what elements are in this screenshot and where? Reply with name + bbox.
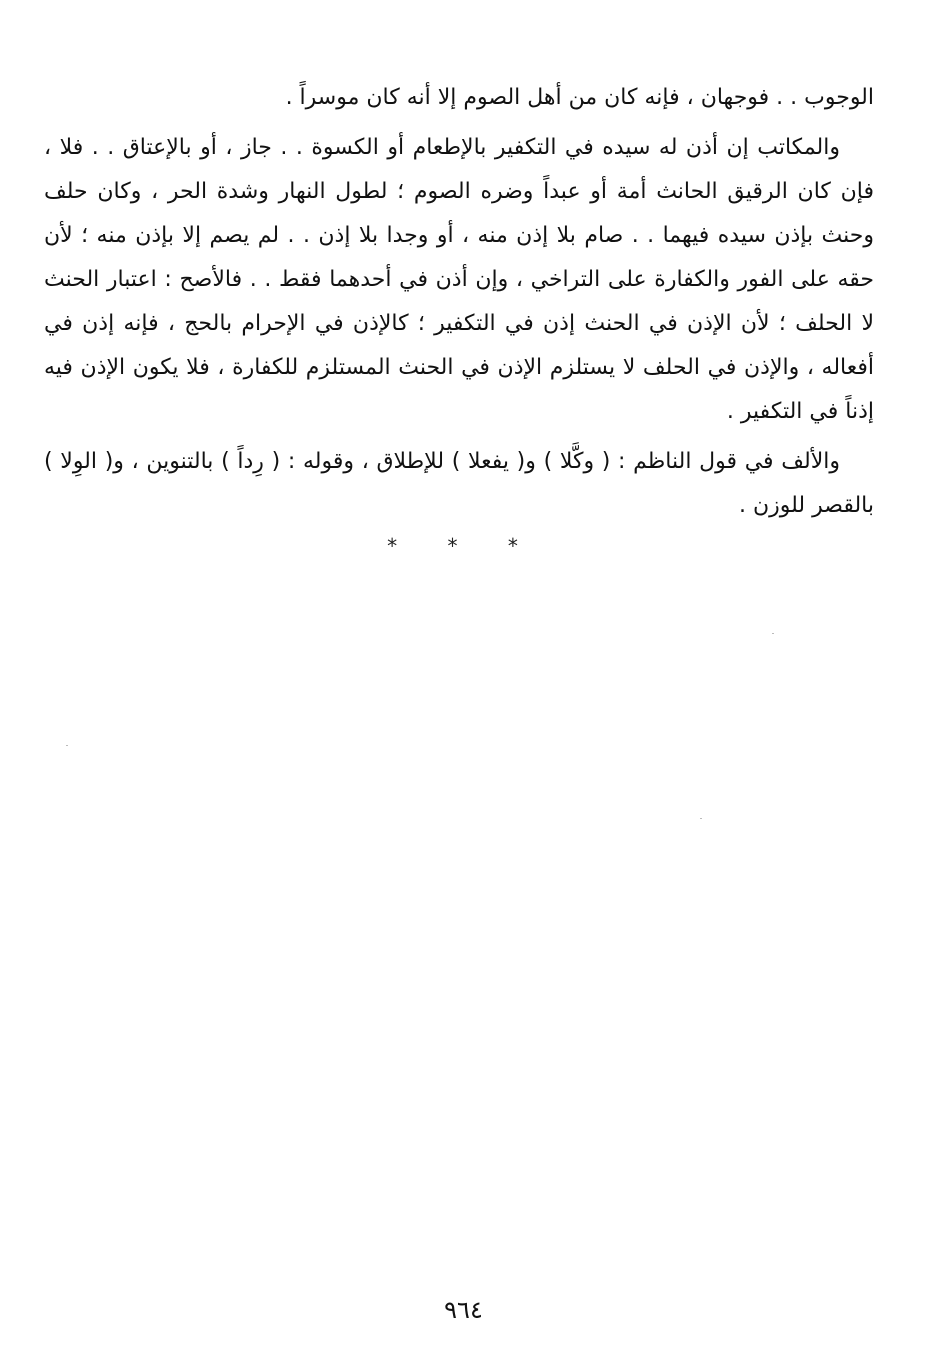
scan-speck [66, 745, 68, 746]
paragraph-mukatab: والمكاتب إن أذن له سيده في التكفير بالإطعام أو الكسوة . . جاز ، أو بالإعتاق . . فلا ، فإن كان الرقيق الحانث أمة أو عبداً وضره الصوم ؛ لطول النهار وشدة الحر ، وكان حلف وحنث بإذن سيده فيهما . . صام بلا إذن منه ، أو وجدا بلا إذن . . لم يصم إلا بإذن منه ؛ لأن حقه على الفور والكفارة على التراخي ، وإن أذن في أحدهما فقط . . فالأصح : اعتبار الحنث لا الحلف ؛ لأن الإذن في الحنث إذن في التكفير ؛ كالإذن في الإحرام بالحج ، فإنه إذن في أفعاله ، والإذن في الحلف لا يستلزم الإذن في الحنث المستلزم للكفارة ، فلا يكون الإذن فيه إذناً في التكفير . [44, 135, 874, 424]
paragraph-continuation: الوجوب . . فوجهان ، فإنه كان من أهل الصوم إلا أنه كان موسراً . [285, 85, 874, 110]
section-separator: * * * [387, 534, 540, 558]
paragraph-alif-note: والألف في قول الناظم : ( وكَّلا ) و( يفعلا ) للإطلاق ، وقوله : ( رِداً ) بالتنوين ، و( الوِلا ) بالقصر للوزن . [44, 449, 874, 518]
page-number: ٩٦٤ [444, 1296, 483, 1324]
body-text [44, 76, 874, 528]
scan-speck [772, 633, 774, 634]
scan-speck [700, 818, 702, 819]
